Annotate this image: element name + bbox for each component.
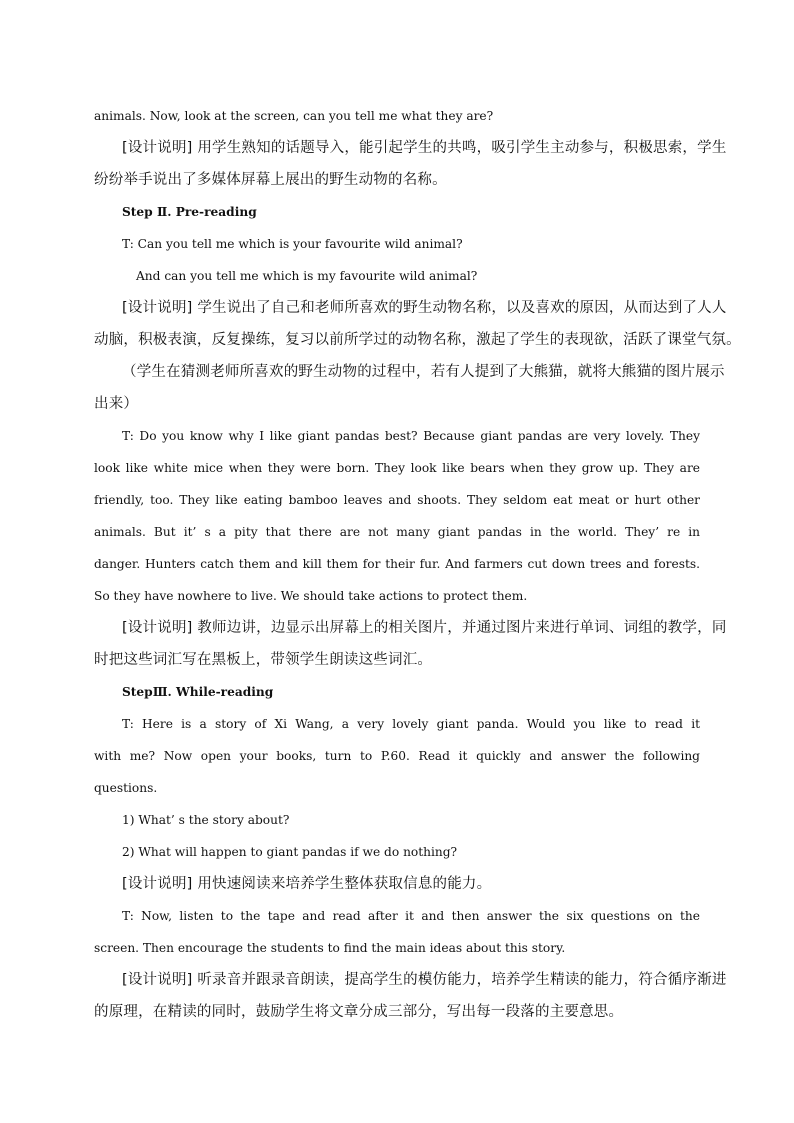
text-line: 时把这些词汇写在黑板上，带领学生朗读这些词汇。 (94, 652, 433, 668)
step-heading: Step Ⅱ. Pre-reading (122, 205, 257, 219)
text-line: 出来） (94, 396, 139, 412)
text-line: And can you tell me which is my favourite wild animal? (136, 269, 478, 283)
design-note: [设计说明] 听录音并跟录音朗读，提高学生的模仿能力，培养学生精读的能力，符合循序渐进 (122, 972, 727, 988)
text-line: friendly, too. They like eating bamboo leaves and shoots. They seldom eat meat or hurt other (94, 493, 700, 507)
text-line: look like white mice when they were born. They look like bears when they grow up. They are (94, 461, 700, 475)
text-line: （学生在猜测老师所喜欢的野生动物的过程中，若有人提到了大熊猫，就将大熊猫的图片展示 (122, 364, 725, 380)
text-line: screen. Then encourage the students to find the main ideas about this story. (94, 941, 566, 955)
text-line: 动脑，积极表演，反复操练，复习以前所学过的动物名称，激起了学生的表现欲，活跃了课堂气氛。 (94, 332, 741, 348)
question-item: 2) What will happen to giant pandas if we do nothing? (122, 845, 458, 859)
question-item: 1) What’ s the story about? (122, 813, 290, 827)
text-line: So they have nowhere to live. We should take actions to protect them. (94, 589, 528, 603)
text-line: danger. Hunters catch them and kill them for their fur. And farmers cut down trees and forests. (94, 557, 700, 571)
text-line: animals. But it’ s a pity that there are not many giant pandas in the world. They’ re in (94, 525, 700, 539)
text-line: T: Do you know why I like giant pandas best? Because giant pandas are very lovely. They (122, 429, 700, 443)
text-line: 的原理，在精读的同时，鼓励学生将文章分成三部分，写出每一段落的主要意思。 (94, 1004, 624, 1020)
text-line: T: Can you tell me which is your favourite wild animal? (122, 237, 463, 251)
text-line: 纷纷举手说出了多媒体屏幕上展出的野生动物的名称。 (94, 172, 447, 188)
text-line: T: Now, listen to the tape and read after it and then answer the six questions on the (122, 909, 700, 923)
text-line: questions. (94, 781, 158, 795)
design-note: [设计说明] 教师边讲，边显示出屏幕上的相关图片，并通过图片来进行单词、词组的教学，同 (122, 620, 727, 636)
design-note: [设计说明] 学生说出了自己和老师所喜欢的野生动物名称，以及喜欢的原因，从而达到了人人 (122, 300, 727, 316)
design-note: [设计说明] 用快速阅读来培养学生整体获取信息的能力。 (122, 876, 492, 892)
design-note: [设计说明] 用学生熟知的话题导入，能引起学生的共鸣，吸引学生主动参与，积极思索，学生 (122, 140, 727, 156)
text-line: with me? Now open your books, turn to P.60. Read it quickly and answer the following (94, 749, 700, 763)
step-heading: StepⅢ. While-reading (122, 685, 274, 699)
text-line: T: Here is a story of Xi Wang, a very lovely giant panda. Would you like to read it (122, 717, 700, 731)
text-line: animals. Now, look at the screen, can you tell me what they are? (94, 109, 494, 123)
